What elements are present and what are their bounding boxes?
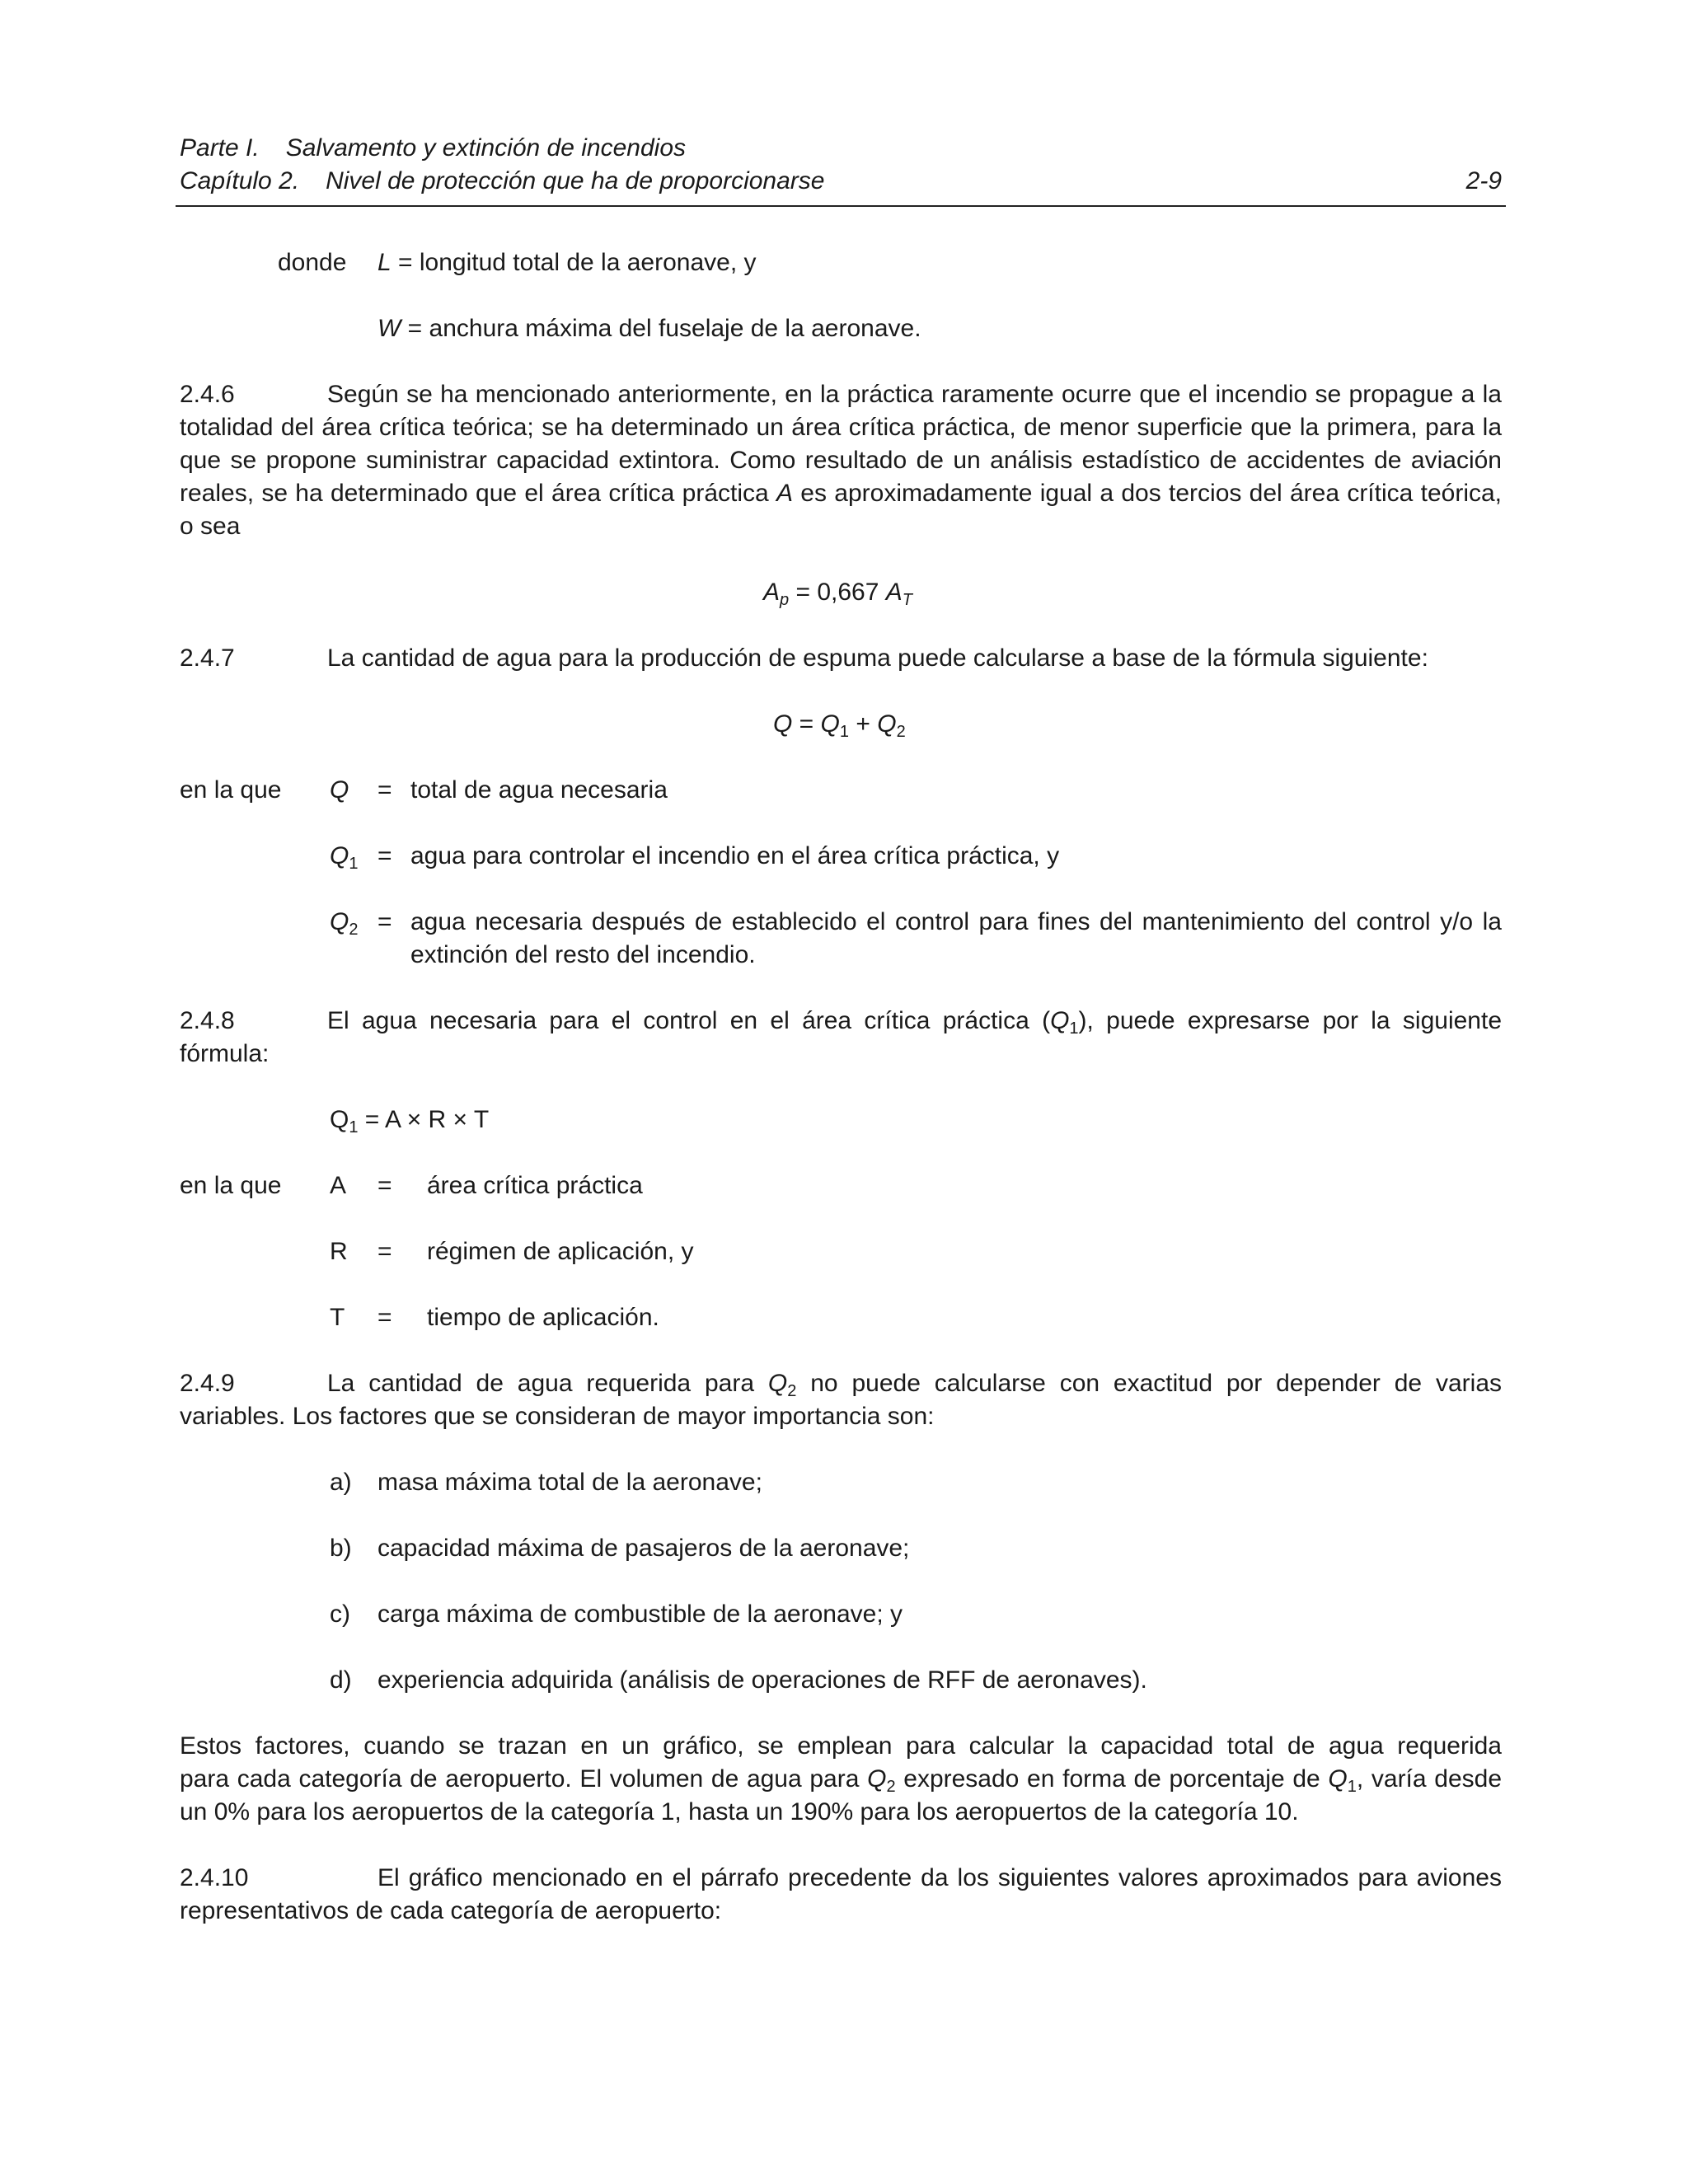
header-chapter-line xyxy=(180,165,824,198)
w-def-text: = anchura máxima del fuselaje de la aeronave. xyxy=(401,315,921,342)
l-symbol: L xyxy=(377,249,392,276)
p249-line-1: La cantidad de agua requerida para $Q_2$ no puede calcularse con exactitud por depender de varias xyxy=(327,1370,1502,1400)
q-equals: = xyxy=(377,776,392,804)
factor-d-text: experiencia adquirida (análisis de operaciones de RFF de aeronaves). xyxy=(377,1666,1147,1694)
p247-text: La cantidad de agua para la producción de espuma puede calcularse a base de la fórmula siguiente: xyxy=(327,644,1428,672)
t-symbol: T xyxy=(330,1304,345,1331)
p247-number: 2.4.7 xyxy=(180,644,235,672)
area-symbol: A xyxy=(776,480,794,507)
formula-ap: $A_p = 0,667$ $A_T$ xyxy=(763,579,912,609)
p2410-line-2: representativos de cada categoría de aeropuerto: xyxy=(180,1897,722,1924)
header-rule xyxy=(176,205,1506,207)
l-def-text: = longitud total de la aeronave, y xyxy=(391,249,757,276)
p248-line-1: El agua necesaria para el control en el área crítica práctica $(Q_1)$, puede expresarse por la siguiente xyxy=(327,1007,1503,1038)
factor-c-text: carga máxima de combustible de la aeronave; y xyxy=(377,1601,903,1628)
p249-line-2: variables. Los factores que se consideran de mayor importancia son: xyxy=(180,1403,935,1430)
p246-line-5: o sea xyxy=(180,513,241,540)
pf-line-1: Estos factores, cuando se trazan en un gráfico, se emplean para calcular la capacidad total de agua requerida xyxy=(180,1732,1502,1760)
p246-number: 2.4.6 xyxy=(180,381,235,408)
formula-q: $Q = Q_1 + Q_2$ xyxy=(773,710,906,741)
q1-equals: = xyxy=(377,842,392,869)
p248-number: 2.4.8 xyxy=(180,1007,235,1034)
q2-definition-line-1: agua necesaria después de establecido el control para fines del mantenimiento del control y/o la xyxy=(410,908,1502,935)
factor-a-label: a) xyxy=(330,1469,352,1496)
q-symbol: Q xyxy=(330,776,349,804)
p249-number: 2.4.9 xyxy=(180,1370,235,1397)
w-symbol: W xyxy=(377,315,401,342)
en-la-que-label: en la que xyxy=(180,776,282,804)
p246-line-2: totalidad del área crítica teórica; se ha determinado un área crítica práctica, de menor superficie que la primera, para la xyxy=(180,414,1502,441)
t-equals: = xyxy=(377,1304,392,1331)
q2-equals: = xyxy=(377,908,392,935)
r-definition: régimen de aplicación, y xyxy=(427,1238,694,1265)
factor-b-label: b) xyxy=(330,1535,352,1562)
factor-a-text: masa máxima total de la aeronave; xyxy=(377,1469,762,1496)
header-page-number: 2-9 xyxy=(1465,167,1502,194)
r-equals: = xyxy=(377,1238,392,1265)
p2410-number: 2.4.10 xyxy=(180,1864,249,1891)
q2-definition-line-2: extinción del resto del incendio. xyxy=(410,941,756,968)
p246-line-4: reales, se ha determinado que el área crítica práctica A es aproximadamente igual a dos tercios del área crítica teórica, xyxy=(180,480,1503,507)
p246-line-1: Según se ha mencionado anteriormente, en la práctica raramente ocurre que el incendio se propague a la xyxy=(327,381,1502,408)
en-la-que-label-2: en la que xyxy=(180,1172,282,1199)
l-definition xyxy=(377,246,757,279)
pf-line-2: para cada categoría de aeropuerto. El volumen de agua para $Q_2$ expresado en forma de porcentaje de $Q_1$, varía desde xyxy=(180,1765,1503,1796)
q-definition: total de agua necesaria xyxy=(410,776,668,804)
header-part-label: Parte I. xyxy=(180,134,260,162)
p246-line-3: que se propone suministrar capacidad extintora. Como resultado de un análisis estadístico de accidentes de aviación xyxy=(180,447,1502,474)
p2410-line-1: El gráfico mencionado en el párrafo precedente da los siguientes valores aproximados para aviones xyxy=(377,1864,1502,1891)
factor-c-label: c) xyxy=(330,1601,350,1628)
q1-definition: agua para controlar el incendio en el área crítica práctica, y xyxy=(410,842,1060,869)
factor-b-text: capacidad máxima de pasajeros de la aeronave; xyxy=(377,1535,910,1562)
header-chapter-label: Capítulo 2. xyxy=(180,167,300,194)
header-part-title: Salvamento y extinción de incendios xyxy=(285,134,687,162)
q1-symbol: $Q_1$ xyxy=(330,842,359,873)
w-definition xyxy=(377,312,921,345)
t-definition: tiempo de aplicación. xyxy=(427,1304,659,1331)
header-chapter-title: Nivel de protección que ha de proporcionarse xyxy=(326,167,825,194)
factor-d-label: d) xyxy=(330,1666,352,1694)
header-part-line xyxy=(180,132,686,165)
r-symbol: R xyxy=(330,1238,348,1265)
a-equals: = xyxy=(377,1172,392,1199)
q2-symbol: $Q_2$ xyxy=(330,908,359,939)
formula-q1: $Q_1 = A \times R \times T$ xyxy=(330,1106,490,1137)
a-definition: área crítica práctica xyxy=(427,1172,643,1199)
a-symbol: A xyxy=(330,1172,347,1199)
pf-line-3: un 0% para los aeropuertos de la categoría 1, hasta un 190% para los aeropuertos de la categoría 10. xyxy=(180,1798,1299,1825)
donde-label: donde xyxy=(278,249,347,276)
p248-line-2: fórmula: xyxy=(180,1040,270,1067)
